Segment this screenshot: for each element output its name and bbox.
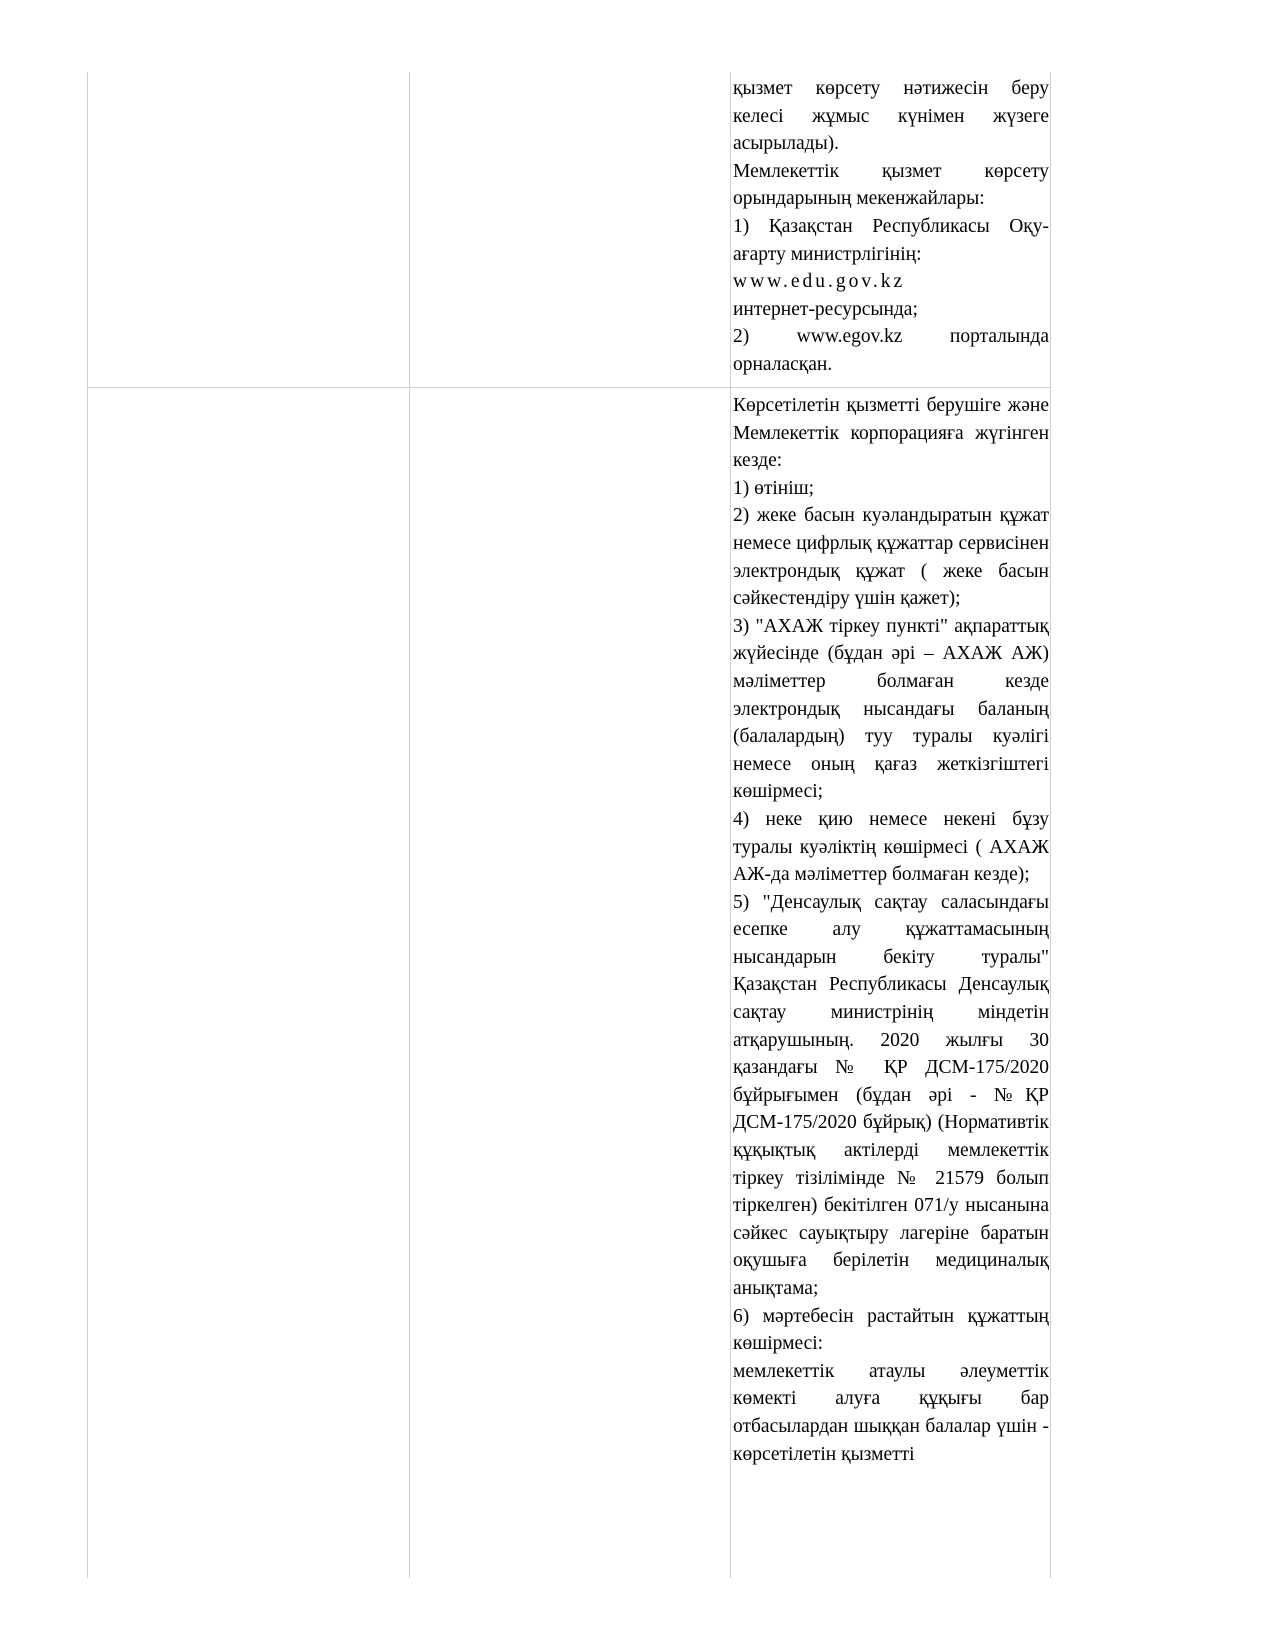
cell-paragraph: 1) Қазақстан Республикасы Оқу-ағарту министрлігінің:: [733, 215, 1049, 265]
cell-paragraph: 5) "Денсаулық сақтау саласындағы есепке алу құжаттамасының нысандарын бекіту туралы" Қазақстан Республикасы Денсаулық сақтау министрінің міндетін атқарушының. 2020 жылғы 30 қазандағы № ҚР ДСМ-175/2020 бұйрығымен (бұдан әрі - №ҚР ДСМ-175/2020 бұйрық) (Нормативтік құқықтық актілерді мемлекеттік тіркеу тізілімінде № 21579 болып тіркелген) бекітілген 071/у нысанына сәйкес сауықтыру лагеріне баратын оқушыға берілетін медициналық анықтама;: [733, 891, 1049, 1299]
cell-paragraph: 2) жеке басын куәландыратын құжат немесе цифрлық құжаттар сервисінен электрондық құжат ( жеке басын сәйкестендіру үшін қажет);: [733, 505, 1049, 610]
cell-paragraph: интернет-ресурсында;: [733, 298, 918, 320]
cell-paragraph: 1) өтініш;: [733, 477, 815, 499]
cell-paragraph: 6) мәртебесін растайтын құжаттың көшірмесі:: [733, 1305, 1049, 1355]
table-border-col1: [409, 72, 410, 1578]
cell-paragraph: Мемлекеттік қызмет көрсету орындарының мекенжайлары:: [733, 160, 1049, 210]
table-border-col2: [730, 72, 731, 1578]
cell-paragraph: www.edu.gov.kz: [733, 271, 906, 293]
table-cell-row2-col3: [733, 392, 1049, 1468]
cell-paragraph: қызмет көрсету нәтижесін беру келесі жұмыс күнімен жүзеге асырылады).: [733, 78, 1049, 155]
cell-paragraph: 4) неке қию немесе некені бұзу туралы куәліктің көшірмесі ( АХАЖ АЖ-да мәліметтер болмаған кезде);: [733, 808, 1049, 886]
table-row-divider: [87, 387, 1050, 388]
cell-paragraph: 3) "АХАЖ тіркеу пункті" ақпараттық жүйесінде (бұдан әрі – АХАЖ АЖ) мәліметтер болмаған кезде электрондық нысандағы баланың (балалардың) туу туралы куәлігі немесе оның қағаз жеткізгіштегі көшірмесі;: [733, 615, 1049, 803]
table-cell-row1-col3: [733, 75, 1049, 379]
cell-paragraph: 2) www.egov.kz порталында орналасқан.: [733, 326, 1049, 375]
cell-paragraph: мемлекеттік атаулы әлеуметтік көмекті алуға құқығы бар отбасылардан шыққан балалар үшін - көрсетілетін қызметті: [733, 1360, 1049, 1465]
cell-paragraph: Көрсетілетін қызметті берушіге және Мемлекеттік корпорацияға жүгінген кезде:: [733, 395, 1049, 472]
table-border-left: [87, 72, 88, 1578]
table-border-right: [1050, 72, 1051, 1578]
